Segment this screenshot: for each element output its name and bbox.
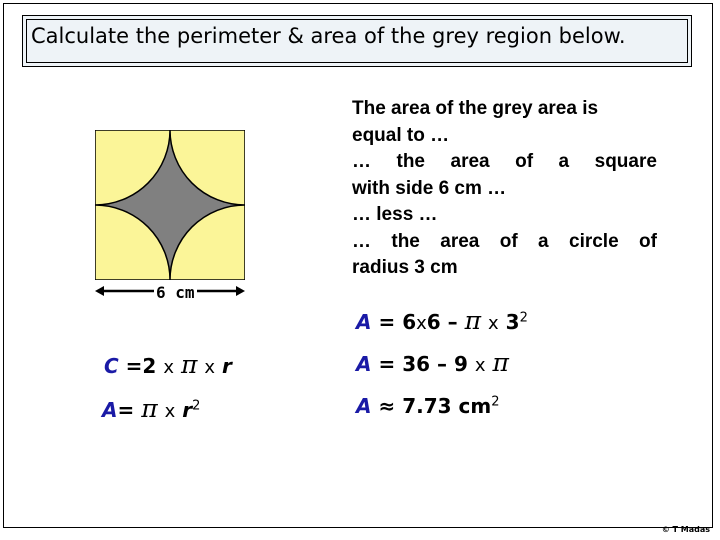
side-length-label: 6 cm [156, 283, 195, 302]
formula-variable: A [356, 394, 372, 418]
pi-symbol: π [180, 350, 198, 379]
minus-sign: – [447, 310, 458, 334]
explanation-text [352, 96, 657, 282]
circumference-formula [104, 350, 232, 379]
word: of [639, 230, 657, 252]
word: the [396, 151, 425, 172]
exponent: 2 [491, 394, 500, 410]
word: area [440, 230, 480, 252]
radius-variable: r [221, 354, 232, 378]
word: a [558, 151, 570, 172]
word: of [515, 151, 534, 172]
expression: 36 – 9 [402, 352, 468, 376]
formula-variable: A [356, 352, 372, 376]
explanation-line-2: equal to … [352, 124, 450, 146]
explanation-line-7: radius 3 cm [352, 257, 458, 278]
radius-variable: r [182, 398, 193, 422]
equals-sign: = [378, 352, 396, 376]
times-sign: x [416, 313, 427, 334]
result-unit: cm [458, 394, 492, 418]
formula-variable: A [356, 310, 372, 334]
formula-variable: C [104, 354, 119, 378]
formula-variable: A [102, 398, 118, 422]
value: 3 [505, 310, 520, 334]
word: of [499, 230, 518, 252]
times-sign: x [163, 357, 174, 378]
word: circle [569, 230, 619, 252]
result-value: 7.73 [402, 394, 452, 418]
copyright-label: © T Madas [661, 525, 710, 534]
arrow-left-icon [95, 286, 104, 296]
title-box [22, 15, 692, 67]
word: … [352, 230, 371, 252]
equals-sign: = [125, 354, 143, 378]
explanation-line-1: The area of the grey area is [352, 98, 599, 119]
times-sign: x [474, 355, 486, 376]
exponent: 2 [192, 398, 201, 414]
value: 6 [426, 310, 441, 334]
equals-sign: = [117, 398, 135, 422]
word: the [391, 230, 420, 252]
word: area [450, 151, 490, 172]
working-step-1 [356, 306, 528, 335]
value: 6 [402, 310, 417, 334]
explanation-line-3 [352, 149, 657, 176]
coefficient: 2 [142, 354, 157, 378]
working-step-3 [356, 394, 500, 418]
approx-sign: ≈ [378, 394, 396, 418]
word: square [594, 151, 657, 172]
word: a [538, 230, 549, 252]
page-title: Calculate the perimeter & area of the grey region below. [31, 24, 626, 48]
working-step-2 [356, 348, 509, 377]
exponent: 2 [519, 310, 528, 326]
pi-symbol: π [464, 306, 482, 335]
arrow-right-icon [236, 286, 245, 296]
square-figure [95, 130, 245, 280]
pi-symbol: π [141, 394, 158, 423]
explanation-line-5: … less … [352, 204, 438, 225]
times-sign: x [488, 313, 499, 334]
times-sign: x [164, 401, 176, 422]
equals-sign: = [378, 310, 396, 334]
word: … [352, 151, 371, 172]
explanation-line-6 [352, 229, 657, 256]
area-formula [102, 394, 200, 423]
explanation-line-4: with side 6 cm … [352, 177, 507, 199]
pi-symbol: π [492, 348, 509, 377]
times-sign: x [204, 357, 215, 378]
